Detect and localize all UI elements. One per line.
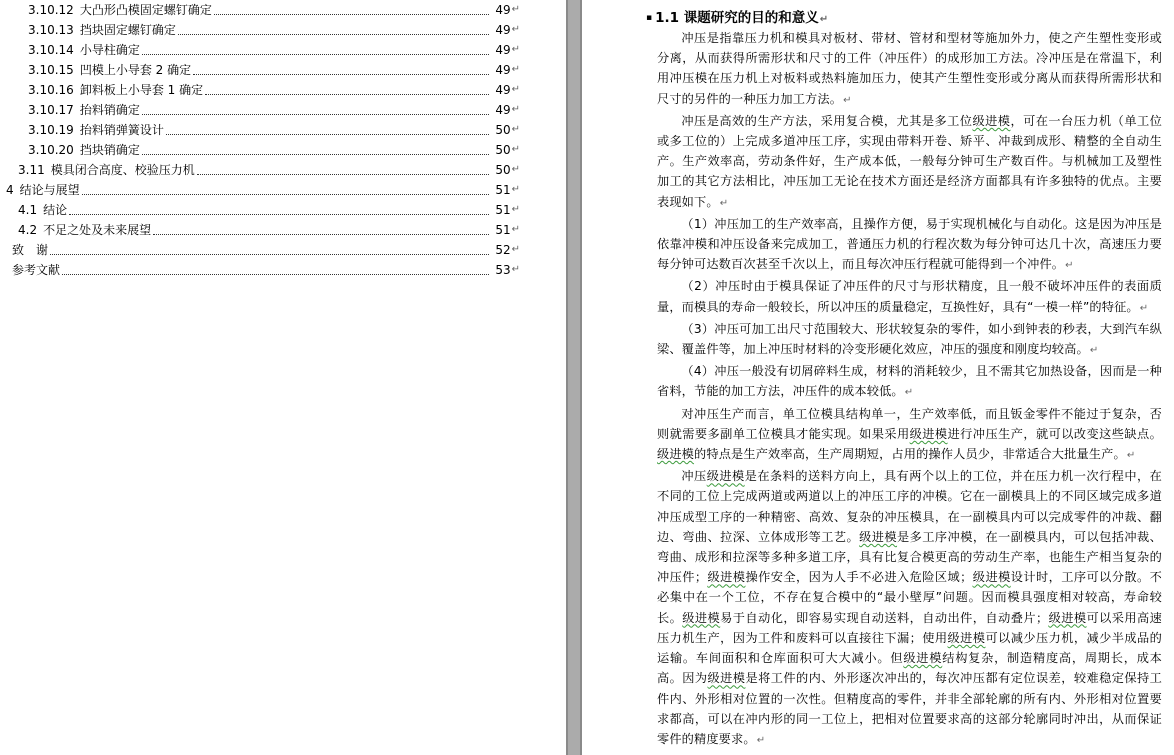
toc-dot-leader — [197, 173, 489, 175]
body-paragraph — [657, 361, 1162, 403]
paragraph-text: 冲压级进模是在条料的送料方向上，具有两个以上的工位，并在压力机一次行程中，在不同的工位上完成两道或两道以上的冲压工序的冲模。它在一副模具上的不同区域完成多道冲压成型工序的一种精密、高效、复杂的冲压模具，在一副模具内可以完成零件的冲裁、翻边、弯曲、拉深、立体成形等工艺。级进模是多工序冲模，在一副模具内，可以包括冲裁、弯曲、成形和拉深等多种多道工序，具有比复合模更高的劳动生产率，也能生产相当复杂的冲压件；级进模操作安全，因为人手不必进入危险区域；级进模设计时，工序可以分散。不必集中在一个工位，不存在复合模中的“最小壁厚”问题。因而模具强度相对较高，寿命较长。级进模易于自动化，即容易实现自动送料，自动出件，自动叠片；级进模可以采用高速压力机生产，因为工件和废料可以直接往下漏；使用级进模可以减少压力机，减少半成品的运输。车间面积和仓库面积可大大减小。但级进模结构复杂，制造精度高，周期长，成本高。因为级进模是将工件的内、外形逐次冲出的，每次冲压都有定位误差，较难稳定保持工件内、外形相对位置的一次性。但精度高的零件，并非全部轮廓的所有内、外形相对位置要求都高，可以在冲内形的同一工位上，把相对位置要求高的这部分轮廓同时冲出，从而保证零件的精度要求。 — [657, 469, 1163, 746]
toc-entry-title: 凹模上小导套 2 确定 — [79, 63, 192, 77]
toc-entry-title: 结论与展望 — [19, 183, 80, 197]
paragraph-mark-icon: ↵ — [511, 224, 520, 235]
toc-entry-title: 抬料销确定 — [79, 103, 140, 117]
toc-entry-page: 49 — [495, 63, 511, 77]
toc-entry-title: 小导柱确定 — [79, 43, 140, 57]
toc-entry[interactable] — [0, 80, 520, 100]
toc-entry[interactable] — [0, 160, 520, 180]
body-paragraph — [657, 214, 1162, 277]
toc-entry[interactable] — [0, 120, 520, 140]
spellcheck-mark: 级进模 — [947, 630, 986, 645]
paragraph-mark-icon: ↵ — [819, 14, 829, 25]
paragraph-mark-icon: ↵ — [511, 244, 520, 255]
toc-entry-title: 致 谢 — [12, 243, 49, 257]
body-page — [582, 0, 1174, 755]
spellcheck-mark: 级进模 — [903, 651, 943, 666]
body-paragraph — [657, 466, 1162, 751]
paragraph-mark-icon: ↵ — [511, 164, 520, 175]
toc-entry-number: 4 — [6, 183, 14, 197]
toc-entry-number: 3.10.19 — [28, 123, 74, 137]
toc-dot-leader — [214, 13, 489, 15]
body-paragraph — [657, 111, 1162, 214]
toc-entry[interactable] — [0, 180, 520, 200]
toc-dot-leader — [69, 213, 489, 215]
toc-entry-title: 挡块固定螺钉确定 — [79, 23, 176, 37]
toc-entry[interactable] — [0, 20, 520, 40]
toc-entry-page: 50 — [495, 163, 511, 177]
heading-bullet-icon: ▪ — [646, 13, 653, 23]
toc-entry-number: 3.11 — [18, 163, 45, 177]
toc-entry[interactable] — [0, 260, 520, 280]
toc-entry[interactable] — [0, 40, 520, 60]
paragraph-text: 对冲压生产而言，单工位模具结构单一，生产效率低，而且钣金零件不能过于复杂，否则就需要多副单工位模具才能实现。如果采用级进模进行冲压生产，就可以改变这些缺点。级进模的特点是生产效率高，生产周期短，占用的操作人员少，非常适合大批量生产。 — [657, 406, 1162, 462]
paragraph-mark-icon: ↵ — [1139, 302, 1149, 314]
paragraph-mark-icon: ↵ — [511, 64, 520, 75]
body-paragraph — [657, 319, 1162, 361]
toc-entry-page: 49 — [495, 23, 511, 37]
toc-entry-number: 3.10.16 — [28, 83, 74, 97]
toc-entry-title: 抬料销弹簧设计 — [79, 123, 164, 137]
spellcheck-mark: 级进模 — [1048, 610, 1087, 625]
spellcheck-mark: 级进模 — [909, 426, 948, 441]
spellcheck-mark: 级进模 — [972, 570, 1011, 585]
toc-entry-page: 49 — [495, 103, 511, 117]
paragraph-mark-icon: ↵ — [511, 184, 520, 195]
section-body — [657, 28, 1162, 751]
spellcheck-mark: 级进模 — [682, 610, 721, 625]
paragraph-mark-icon: ↵ — [511, 124, 520, 135]
spellcheck-mark: 级进模 — [706, 469, 745, 484]
toc-dot-leader — [62, 273, 489, 275]
toc-entry-page: 50 — [495, 123, 511, 137]
toc-entry-title: 结论 — [43, 203, 68, 217]
toc-entry-number: 3.10.12 — [28, 3, 74, 17]
paragraph-mark-icon: ↵ — [511, 264, 520, 275]
paragraph-mark-icon: ↵ — [511, 24, 520, 35]
toc-dot-leader — [178, 33, 489, 35]
toc-dot-leader — [142, 53, 489, 55]
toc-dot-leader — [166, 133, 489, 135]
toc-entry-title: 挡块销确定 — [79, 143, 140, 157]
paragraph-mark-icon: ↵ — [843, 94, 852, 106]
toc-dot-leader — [205, 93, 489, 95]
toc-entry[interactable] — [0, 240, 520, 260]
toc-entry-title: 不足之处及未来展望 — [43, 223, 152, 237]
toc-entry[interactable] — [0, 140, 520, 160]
toc-entry-number: 4.2 — [18, 223, 38, 237]
paragraph-mark-icon: ↵ — [1126, 450, 1136, 462]
spellcheck-mark: 级进模 — [707, 671, 746, 686]
toc-entry-number: 3.10.17 — [28, 103, 74, 117]
paragraph-mark-icon: ↵ — [1089, 345, 1099, 357]
toc-entry-title: 模具闭合高度、校验压力机 — [50, 163, 195, 177]
toc-entry-page: 52 — [495, 243, 511, 257]
paragraph-text: 冲压是高效的生产方法，采用复合模，尤其是多工位级进模，可在一台压力机（单工位或多工位的）上完成多道冲压工序，实现由带料开卷、矫平、冲裁到成形、精整的全自动生产。生产效率高，劳动条件好，生产成本低，一般每分钟可生产数百件。与机械加工及塑性加工的其它方法相比，冲压加工无论在技术方面还是经济方面都具有许多独特的优点。主要表现如下。 — [657, 113, 1162, 209]
toc-entry[interactable] — [0, 200, 520, 220]
paragraph-mark-icon: ↵ — [511, 4, 520, 15]
toc-dot-leader — [50, 253, 489, 255]
paragraph-text: （1）冲压加工的生产效率高，且操作方便，易于实现机械化与自动化。这是因为冲压是依靠冲模和冲压设备来完成加工，普通压力机的行程次数为每分钟可达几十次，高速压力要每分钟可达数百次甚至千次以上，而且每次冲压行程就可能得到一个冲件。 — [657, 216, 1162, 272]
toc-entry-number: 3.10.20 — [28, 143, 74, 157]
paragraph-mark-icon: ↵ — [511, 84, 520, 95]
toc-dot-leader — [142, 113, 489, 115]
toc-entry-page: 49 — [495, 83, 511, 97]
paragraph-mark-icon: ↵ — [511, 144, 520, 155]
section-heading-text: 1.1 课题研究的目的和意义 — [655, 10, 819, 26]
paragraph-mark-icon: ↵ — [511, 204, 520, 215]
toc-dot-leader — [142, 153, 489, 155]
toc-dot-leader — [153, 233, 489, 235]
toc-entry-page: 49 — [495, 43, 511, 57]
page-edge-left — [566, 0, 568, 755]
body-paragraph — [657, 276, 1162, 318]
paragraph-mark-icon: ↵ — [511, 104, 520, 115]
toc-dot-leader — [82, 193, 489, 195]
paragraph-text: （2）冲压时由于模具保证了冲压件的尺寸与形状精度，且一般不破坏冲压件的表面质量，而模具的寿命一般较长，所以冲压的质量稳定，互换性好，具有“一模一样”的特征。 — [657, 279, 1162, 314]
paragraph-text: 冲压是指靠压力机和模具对板材、带材、管材和型材等施加外力，使之产生塑性变形或分离，从而获得所需形状和尺寸的工件（冲压件）的成形加工方法。冷冲压是在常温下，利用冲压模在压力机上对板料或热料施加压力，使其产生塑性变形或分离从而获得所需形状和尺寸的另件的一种压力加工方法。 — [657, 31, 1162, 106]
section-heading — [646, 6, 828, 26]
paragraph-mark-icon: ↵ — [756, 734, 766, 746]
toc-entry-number: 3.10.15 — [28, 63, 74, 77]
toc-entry[interactable] — [0, 0, 520, 20]
toc-entry-title: 卸料板上小导套 1 确定 — [79, 83, 204, 97]
toc-entry-page: 51 — [495, 223, 511, 237]
paragraph-mark-icon: ↵ — [1065, 260, 1074, 272]
toc-entry-page: 53 — [495, 263, 511, 277]
spellcheck-mark: 级进模 — [859, 529, 898, 544]
spellcheck-mark: 级进模 — [972, 113, 1011, 128]
toc-dot-leader — [193, 73, 489, 75]
paragraph-text: （4）冲压一般没有切屑碎料生成，材料的消耗较少，且不需其它加热设备，因而是一种省料，节能的加工方法，冲压件的成本较低。 — [657, 364, 1162, 399]
toc-entry-page: 49 — [495, 3, 511, 17]
toc-entry[interactable] — [0, 100, 520, 120]
body-paragraph — [657, 28, 1162, 111]
spellcheck-mark: 级进模 — [657, 447, 695, 462]
toc-entry-page: 51 — [495, 183, 511, 197]
paragraph-mark-icon: ↵ — [719, 197, 729, 209]
spellcheck-mark: 级进模 — [707, 570, 746, 585]
body-paragraph — [657, 404, 1162, 467]
toc-entry-number: 4.1 — [18, 203, 38, 217]
toc-page — [0, 0, 566, 755]
paragraph-mark-icon: ↵ — [511, 44, 520, 55]
toc-entry[interactable] — [0, 60, 520, 80]
toc-entry[interactable] — [0, 220, 520, 240]
toc-entry-number: 3.10.13 — [28, 23, 74, 37]
toc-entry-page: 51 — [495, 203, 511, 217]
toc-entry-number: 3.10.14 — [28, 43, 74, 57]
toc-entry-title: 大凸形凸模固定螺钉确定 — [79, 3, 212, 17]
toc-entry-page: 50 — [495, 143, 511, 157]
paragraph-text: （3）冲压可加工出尺寸范围较大、形状较复杂的零件，如小到钟表的秒表，大到汽车纵梁、覆盖件等，加上冲压时材料的冷变形硬化效应，冲压的强度和刚度均较高。 — [657, 321, 1162, 357]
toc-entry-title: 参考文献 — [12, 263, 61, 277]
paragraph-mark-icon: ↵ — [904, 387, 914, 399]
